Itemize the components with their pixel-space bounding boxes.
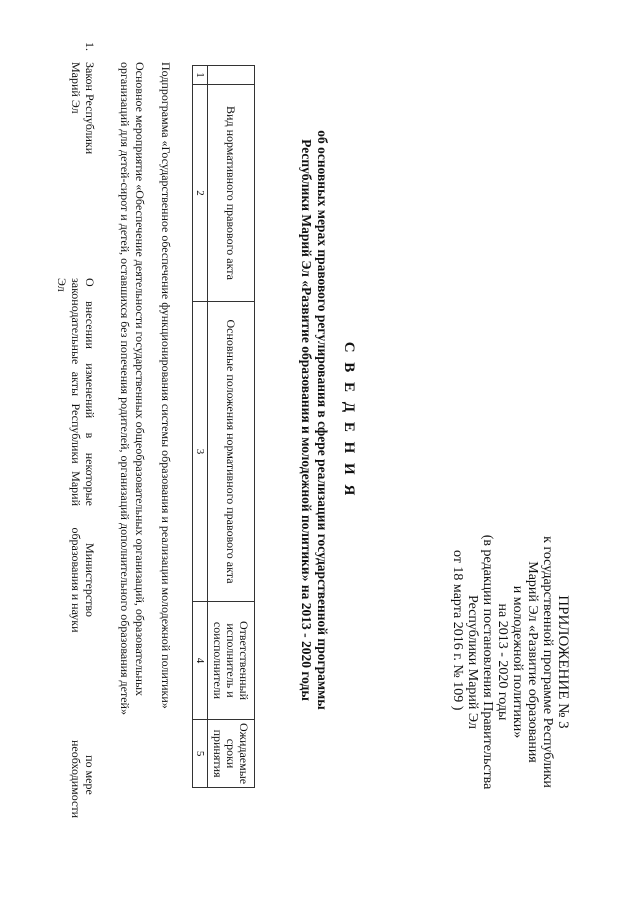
- table-header-cell: Основные положения нормативного правового акта: [208, 302, 255, 602]
- appendix-date: от 18 марта 2016 г. № 109 ): [450, 550, 465, 711]
- table-cell: 1: [193, 66, 208, 85]
- measures-table: [192, 65, 255, 788]
- table-header-cell: [208, 66, 255, 85]
- table-header-cell: Ответственный исполнитель и соисполнители: [208, 602, 255, 720]
- table-header-row: [208, 66, 255, 788]
- main-event-line: организаций для детей-сирот и детей, оставшихся без попечения родителей, организаций дополнительного образования детей»: [118, 62, 132, 715]
- row-term: по мере необходимости: [69, 740, 97, 819]
- table-cell: 3: [193, 302, 208, 602]
- appendix-line: Марий Эл «Развитие образования: [525, 561, 540, 763]
- page-subtitle: Республики Марий Эл «Развитие образования и молодежной политики» на 2013 - 2020 годы: [299, 139, 314, 701]
- row-responsible: Министерство образования и науки: [69, 527, 97, 633]
- table-cell: 5: [193, 720, 208, 788]
- table-number-row: [193, 66, 208, 788]
- table-cell: 4: [193, 602, 208, 720]
- appendix-line: к государственной программе Республики: [540, 536, 555, 788]
- appendix-block: [450, 492, 570, 832]
- table-header-cell: Ожидаемые сроки принятия: [208, 720, 255, 788]
- table-cell: 2: [193, 85, 208, 302]
- row-act-type: Закон Республики Марий Эл: [69, 62, 97, 155]
- appendix-line: Республики Марий Эл: [465, 595, 480, 729]
- table-header-cell: Вид нормативного правового акта: [208, 85, 255, 302]
- main-event-line: Основное мероприятие «Обеспечение деятельности государственных общеобразовательных организаций, образовательных: [133, 62, 147, 697]
- page-title: С В Е Д Е Н И Я: [341, 341, 357, 499]
- page-subtitle: об основных мерах правового регулирования в сфере реализации государственной программы: [315, 130, 330, 710]
- subprogram-title: Подпрограмма «Государственное обеспечение функционирования системы образования и реализации молодежной политики»: [159, 62, 173, 709]
- appendix-line: (в редакции постановления Правительства: [480, 534, 495, 790]
- document-heading: [298, 110, 357, 730]
- appendix-title: ПРИЛОЖЕНИЕ № 3: [555, 595, 571, 729]
- row-number: 1.: [83, 42, 97, 51]
- row-act-content: О внесении изменений в некоторые законодательные акты Республики Марий Эл: [55, 278, 97, 506]
- main-event-text: [117, 62, 147, 882]
- appendix-line: на 2013 - 2020 годы: [495, 603, 510, 721]
- appendix-line: и молодежной политики»: [510, 585, 525, 739]
